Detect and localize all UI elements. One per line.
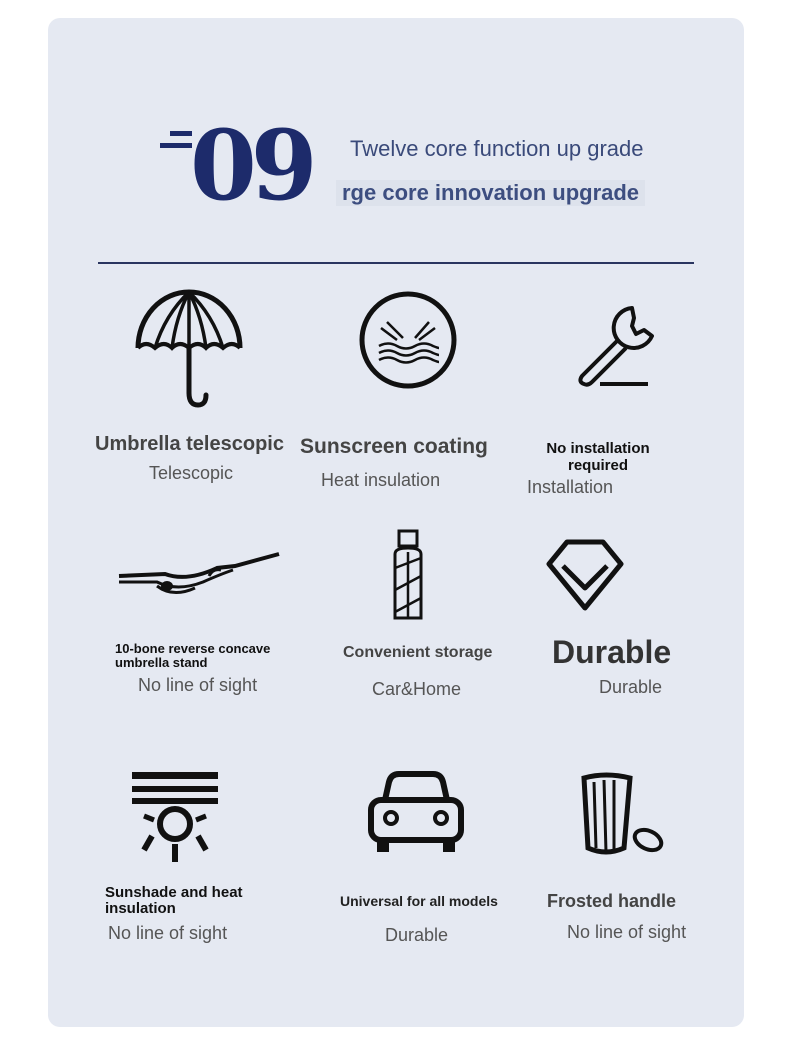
feature-title-frosted-handle: Frosted handle [547, 891, 677, 911]
feature-title-durable: Durable [552, 634, 672, 670]
header-line-1: Twelve core function up grade [350, 136, 644, 161]
feature-subtitle-frosted-handle: No line of sight [567, 922, 687, 942]
sunshade-icon [130, 770, 220, 864]
umbrella-icon [132, 285, 246, 410]
feature-subtitle-no-installation: Installation [527, 477, 614, 497]
feature-subtitle-umbrella-stand: No line of sight [138, 675, 258, 695]
feature-title-sunshade-text: Sunshade and heat insulation [105, 884, 243, 917]
feature-card [48, 18, 744, 1027]
feature-title-no-installation [532, 440, 664, 474]
car-icon [367, 770, 465, 856]
section-number: 09 [190, 109, 312, 222]
feature-subtitle-sunshade: No line of sight [108, 923, 228, 943]
feature-subtitle-umbrella: Telescopic [149, 463, 234, 483]
feature-title-sunscreen: Sunscreen coating [300, 435, 488, 458]
feature-title-no-installation-text: No installation required [546, 440, 650, 474]
feature-subtitle-universal: Durable [385, 925, 449, 945]
storage-tube-icon [390, 528, 426, 622]
number-dash-top [170, 131, 192, 136]
feature-subtitle-durable: Durable [599, 677, 663, 697]
feature-title-storage: Convenient storage [343, 644, 493, 661]
header-line-2: rge core innovation upgrade [336, 180, 645, 206]
feature-title-umbrella-stand-text: 10-bone reverse concave umbrella stand [115, 641, 271, 670]
number-dash-bottom [160, 143, 192, 148]
feature-subtitle-sunscreen: Heat insulation [321, 470, 441, 490]
feature-title-sunshade [105, 885, 275, 917]
umbrella-stand-icon [117, 550, 283, 600]
feature-title-universal: Universal for all models [340, 893, 498, 909]
frosted-handle-icon [580, 772, 666, 858]
header-divider [98, 262, 694, 264]
feature-title-umbrella-stand [115, 642, 295, 670]
sunscreen-coating-icon [357, 290, 459, 390]
diamond-icon [545, 538, 625, 612]
wrench-icon [574, 300, 660, 390]
feature-title-umbrella: Umbrella telescopic [95, 433, 284, 455]
feature-subtitle-storage: Car&Home [372, 679, 462, 699]
